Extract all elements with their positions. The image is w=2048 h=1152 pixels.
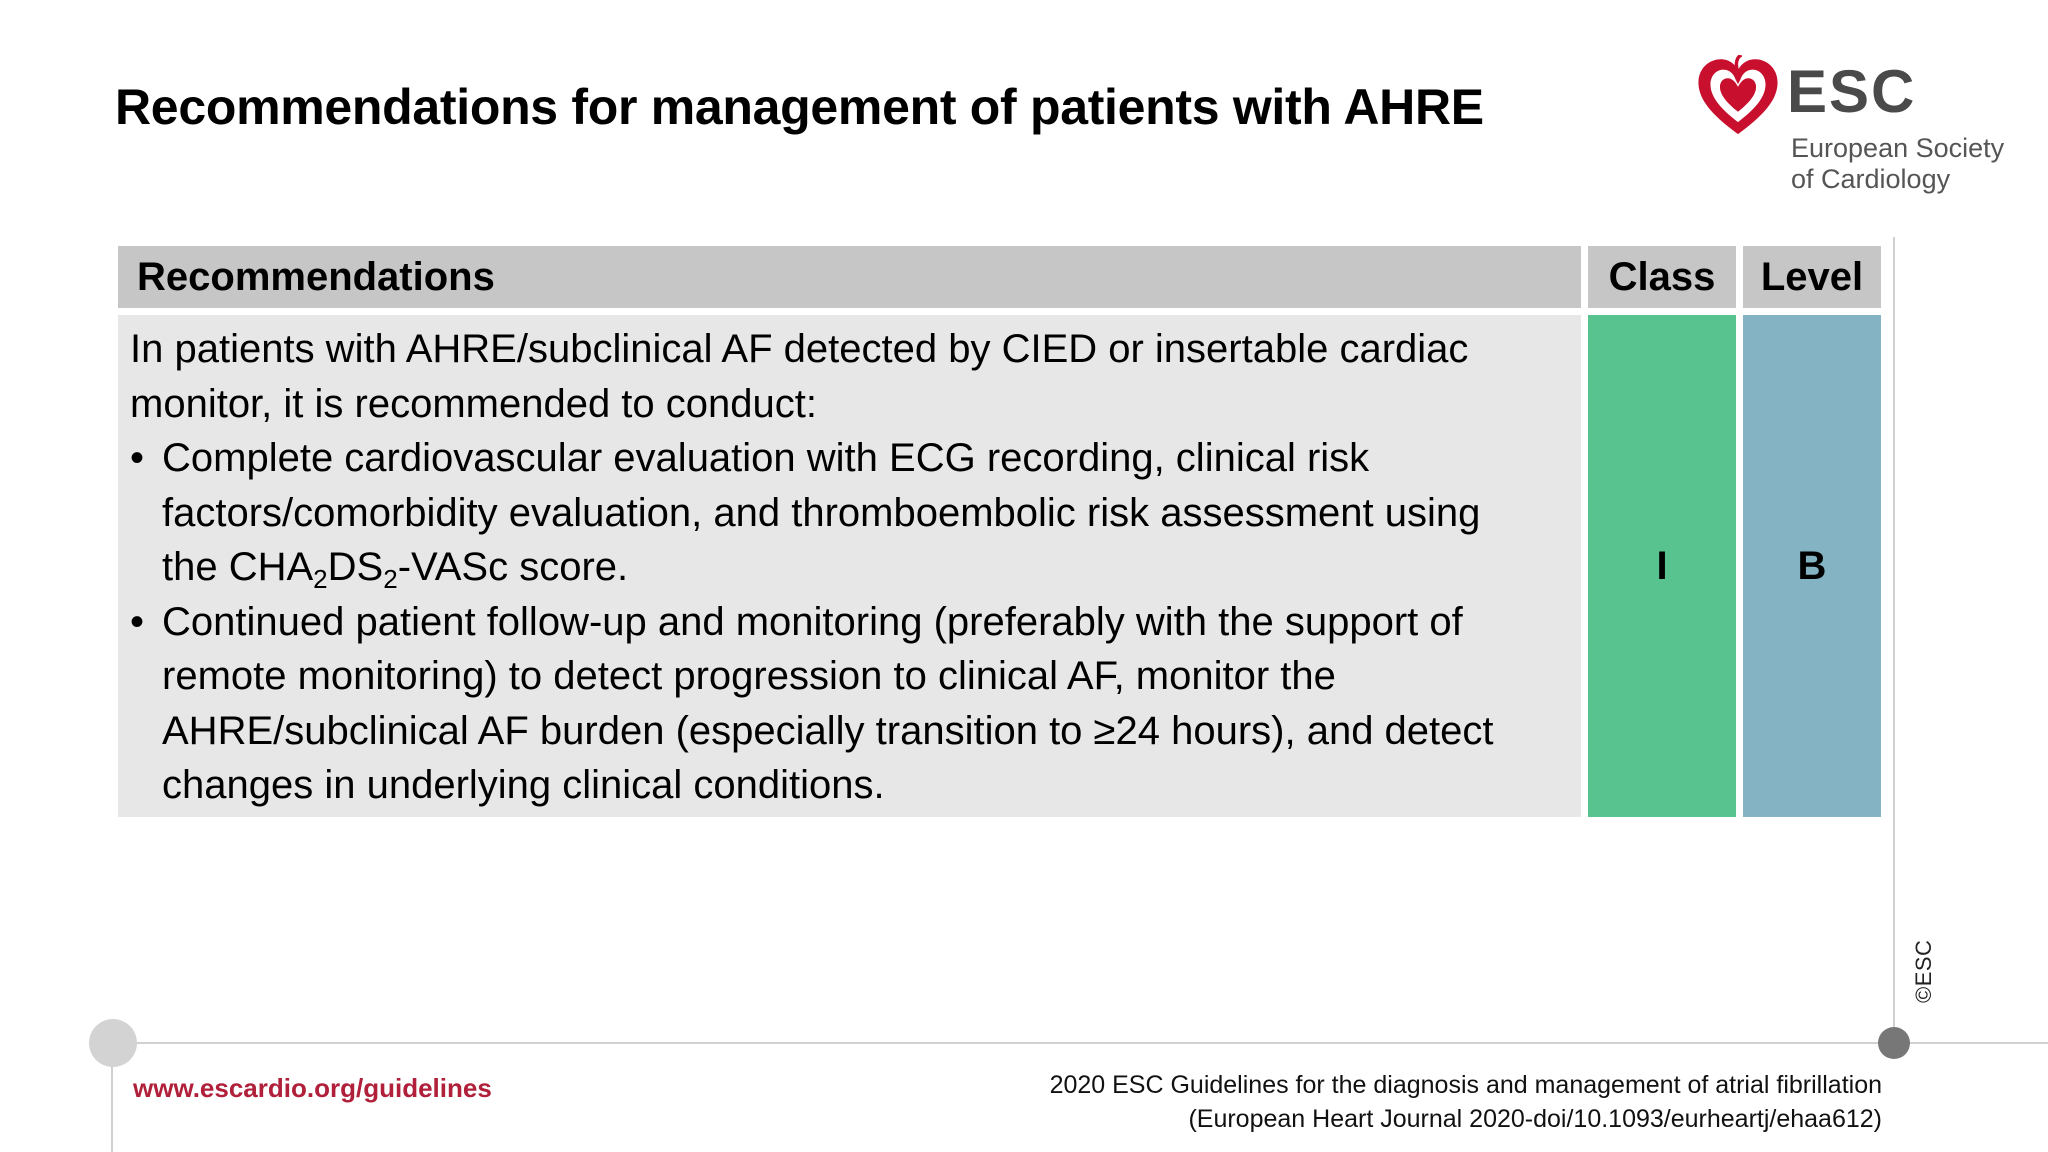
logo-subtitle-line2: of Cardiology (1791, 164, 1951, 194)
intro-line: In patients with AHRE/subclinical AF detected by CIED or insertable cardiac (130, 327, 1469, 371)
header-recommendations: Recommendations (118, 246, 1581, 308)
recommendation-text-cell (118, 315, 1581, 817)
bullet-line: Complete cardiovascular evaluation with ECG recording, clinical risk (162, 436, 1370, 480)
logo-subtitle (1791, 133, 2004, 195)
bullet-line: AHRE/subclinical AF burden (especially transition to ≥24 hours), and detect (162, 708, 1494, 753)
score-text: DS (327, 545, 384, 589)
esc-logo (1695, 55, 2005, 205)
decorative-circle-right (1878, 1027, 1910, 1059)
footer-divider (112, 1042, 2048, 1044)
subscript: 2 (313, 564, 328, 594)
intro-line: monitor, it is recommended to conduct: (130, 381, 817, 426)
slide-title: Recommendations for management of patients with AHRE (115, 79, 1484, 135)
citation (1050, 1068, 1882, 1136)
logo-wordmark: ESC (1787, 58, 1917, 125)
bullet-line: Continued patient follow-up and monitoring (preferably with the support of (162, 599, 1463, 644)
bullet-line: factors/comorbidity evaluation, and thromboembolic risk assessment using (162, 490, 1481, 535)
class-value-cell: I (1588, 315, 1736, 817)
bullet-line-score (162, 540, 1571, 595)
subscript: 2 (383, 564, 398, 594)
header-level: Level (1743, 246, 1881, 308)
right-divider (1893, 237, 1895, 1042)
decorative-circle-left (89, 1019, 137, 1067)
header-class: Class (1588, 246, 1736, 308)
score-text: the CHA (162, 545, 314, 589)
bullet-item-evaluation (130, 431, 1571, 595)
citation-line1: 2020 ESC Guidelines for the diagnosis and management of atrial fibrillation (1049, 1071, 1882, 1099)
score-text: -VASc score. (397, 545, 629, 589)
heart-logo-icon (1695, 55, 1781, 141)
bullet-line: changes in underlying clinical conditions. (162, 763, 885, 807)
bullet-icon: • (130, 436, 145, 480)
level-value-cell: B (1743, 315, 1881, 817)
citation-line2: (European Heart Journal 2020-doi/10.1093/eurheartj/ehaa612) (1188, 1105, 1882, 1133)
bullet-icon: • (130, 599, 145, 644)
guidelines-link[interactable]: www.escardio.org/guidelines (133, 1073, 492, 1103)
logo-subtitle-line1: European Society (1791, 133, 2005, 163)
copyright-label: ©ESC (1911, 939, 1936, 1003)
bullet-item-follow-up (130, 595, 1571, 813)
bullet-line: remote monitoring) to detect progression to clinical AF, monitor the (162, 654, 1336, 698)
